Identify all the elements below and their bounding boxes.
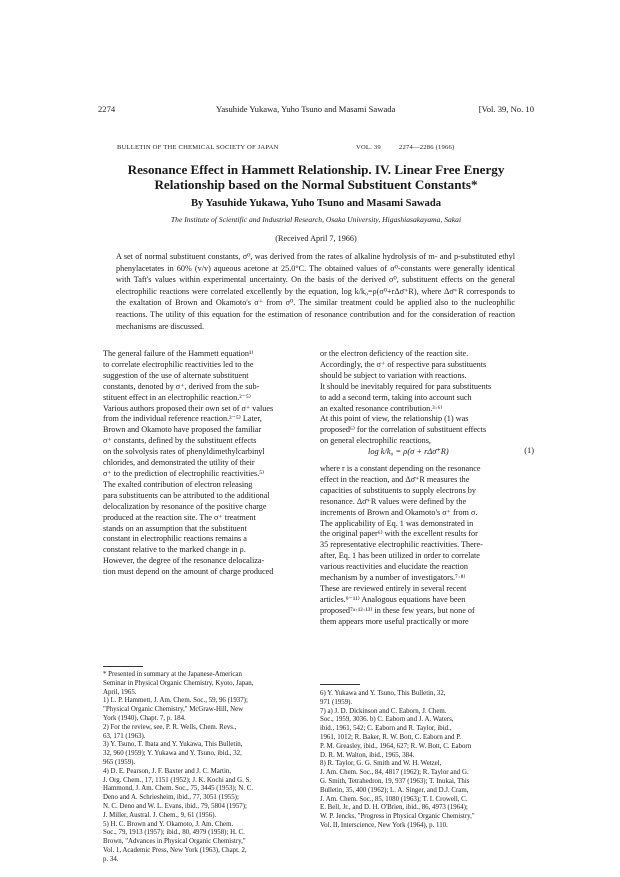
footnote-line: 971 (1959).	[320, 698, 353, 706]
footnote-line: 32, 960 (1959); Y. Yukawa and Y. Tsuno, ibid., 32,	[103, 750, 242, 758]
footnote-line: Vol. II, Interscience, New York (1964), p. 110.	[320, 821, 448, 829]
body-text-line: σ⁺ constants, defined by the substituent effects	[103, 436, 257, 446]
body-text-line: from the individual reference reaction.³⁻⁵⁾ Later,	[103, 414, 262, 424]
journal-volume: VOL. 39	[356, 144, 381, 151]
journal-name: BULLETIN OF THE CHEMICAL SOCIETY OF JAPAN	[117, 144, 279, 151]
body-text-line: effect in the reaction, and Δσ̄⁺R measures the	[320, 474, 470, 484]
page-number: 2274	[98, 104, 116, 114]
footnote-line: Hammond, J. Am. Chem. Soc., 75, 3445 (1953); N. C.	[103, 785, 254, 793]
footnote-line: 6) Y. Yukawa and Y. Tsuno, This Bulletin, 32,	[320, 690, 446, 697]
body-text-line: Accordingly, the σ⁺ of respective para substituents	[320, 359, 487, 369]
footnotes-right	[320, 690, 534, 831]
body-text-line: or the electron deficiency of the reaction site.	[320, 349, 469, 358]
footnote-rule	[103, 666, 143, 667]
footnote-line: 3) Y. Tsuno, T. Ibata and Y. Yukawa, This Bulletin,	[103, 741, 243, 749]
footnote-line: April, 1965.	[103, 688, 137, 696]
byline: By Yasuhide Yukawa, Yuho Tsuno and Masami Sawada	[190, 198, 442, 209]
body-text-line: an exalted resonance contribution.³·⁶⁾	[320, 403, 443, 413]
body-text-line: them appears more useful practically or more	[320, 616, 469, 626]
footnote-line: Soc., 79, 1913 (1957); ibid., 80, 4979 (1958); H. C.	[103, 829, 245, 837]
body-text-line: where r is a constant depending on the resonance	[320, 464, 481, 473]
footnote-line: P. M. Greasley, ibid., 1964, 627; R. W. Bott, C. Eaborn	[320, 742, 472, 750]
body-text-line: chlorides, and demonstrated the utility of their	[103, 458, 255, 468]
footnote-line: 63, 171 (1963).	[103, 732, 146, 740]
equation-number: (1)	[524, 446, 534, 455]
title-line: Relationship based on the Normal Substituent Constants*	[154, 177, 478, 192]
body-text-line: should be subject to variation with reactions.	[320, 370, 467, 380]
footnote-line: J. Am. Chem. Soc., 85, 1080 (1963); T. I. Crowell, C.	[320, 795, 468, 803]
body-text-line: stituent effect in an electrophilic reaction.²⁻⁵⁾	[103, 392, 251, 402]
body-text-line: mechanism by a number of investigators.⁷·⁸⁾	[320, 573, 466, 583]
footnote-line: 5) H. C. Brown and Y. Okamoto, J. Am. Chem.	[103, 820, 234, 828]
footnote-line: p. 34.	[103, 855, 119, 863]
running-head-authors: Yasuhide Yukawa, Yuho Tsuno and Masami Sawada	[216, 104, 396, 114]
footnote-line: Seminar in Physical Organic Chemistry, Kyoto, Japan,	[103, 679, 254, 687]
body-text-line: These are reviewed entirely in several recent	[320, 583, 467, 593]
footnote-line: 965 (1959).	[103, 758, 136, 766]
body-text-line: The exalted contribution of electron releasing	[103, 479, 253, 489]
body-text-line: various reactivities and elucidate the reaction	[320, 562, 468, 572]
right-column-bottom	[320, 464, 534, 628]
body-text-line: delocalization by resonance of the positive charge	[103, 501, 267, 511]
institution: The Institute of Scientific and Industrial Research, Osaka University, Higashiasakayama, Sakai	[170, 215, 462, 224]
body-text-line: constant relative to the marked change in ρ.	[103, 545, 246, 555]
body-text-line: proposed⁶⁾ for the correlation of substituent effects	[320, 425, 487, 435]
body-text-line: 35 representative electrophilic reactivities. There-	[320, 540, 483, 550]
footnote-rule	[320, 684, 360, 685]
footnote-line: 2) For the review, see, P. R. Wells, Chem. Revs.,	[103, 723, 237, 731]
footnote-line: Bulletin, 35, 400 (1962); L. A. Singer, and D.J. Cram,	[320, 786, 469, 794]
footnote-line: J. Am. Chem. Soc., 84, 4817 (1962); R. Taylor and G.	[320, 769, 469, 777]
footnote-line: N. C. Deno and W. L. Evans, ibid., 79, 5804 (1957);	[103, 802, 247, 810]
body-text-line: to correlate electrophilic reactivities led to the	[103, 359, 254, 369]
body-text-line: constant in electrophilic reactions remains a	[103, 534, 247, 544]
body-text-line: suggestion of the use of alternate substituent	[103, 370, 249, 380]
body-text-line: It should be inevitably required for para substituents	[320, 381, 492, 391]
body-text-line: proposed⁷ᵃ·¹²·¹³⁾ in these few years, but none of	[320, 605, 475, 615]
article-title	[98, 162, 534, 192]
body-text-line: At this point of view, the relationship (1) was	[320, 414, 469, 424]
body-text-line: para substituents can be attributed to the additional	[103, 490, 270, 500]
footnote-line: Soc., 1959, 3036. b) C. Eaborn and J. A. Waters,	[320, 716, 454, 724]
body-text-line: on the solvolysis rates of phenyldimethylcarbinyl	[103, 447, 265, 457]
footnote-line: D. R. M. Walton, ibid., 1965, 384.	[320, 751, 415, 759]
journal-pages: 2274—2286 (1966)	[399, 144, 455, 151]
footnote-line: G. Smith, Tetrahedron, 19, 937 (1963); T. Inukai, This	[320, 777, 470, 785]
body-text-line: the original paper⁶⁾ with the excellent results for	[320, 529, 478, 539]
footnote-line: * Presented in summary at the Japanese-American	[103, 671, 242, 678]
body-text-line: produced at the reaction site. The σ⁺ treatment	[103, 512, 256, 522]
body-text-line: after, Eq. 1 has been utilized in order to correlate	[320, 551, 480, 561]
body-text-line: tion must depend on the amount of charge produced	[103, 567, 274, 577]
received-date: (Received April 7, 1966)	[275, 234, 357, 243]
equation-text: log k/k₀ = ρ(σ + rΔσ̄⁺R)	[368, 447, 449, 456]
right-column-top	[320, 349, 534, 447]
footnote-line: J. Org. Chem., 17, 1151 (1952); J. K. Kochi and G. S.	[103, 776, 252, 784]
body-text-line: The applicability of Eq. 1 was demonstrated in	[320, 518, 474, 528]
left-column	[103, 349, 305, 578]
footnote-line: ibid., 1961, 542; C. Eaborn and R. Taylor, ibid.,	[320, 725, 452, 733]
title-line: Resonance Effect in Hammett Relationship. IV. Linear Free Energy	[127, 162, 505, 177]
footnote-line: Brown, "Advances in Physical Organic Chemistry,"	[103, 838, 246, 846]
body-text-line: increments of Brown and Okamoto's σ⁺ from σ.	[320, 507, 478, 517]
footnote-line: 7) a) J. D. Dickinson and C. Eaborn, J. Chem.	[320, 707, 447, 715]
footnote-line: "Physical Organic Chemistry," McGraw-Hill, New	[103, 706, 244, 714]
body-text-line: The general failure of the Hammett equation¹⁾	[103, 349, 254, 358]
body-text-line: articles.⁹⁻¹¹⁾ Analogous equations have been	[320, 594, 466, 604]
body-text-line: σ⁺ to the prediction of electrophilic reactivities.⁵⁾	[103, 468, 265, 478]
footnote-line: 4) D. E. Pearson, J. F. Baxter and J. C. Martin,	[103, 767, 232, 775]
body-text-line: on general electrophilic reactions,	[320, 436, 431, 446]
running-head-volume: [Vol. 39, No. 10	[478, 104, 534, 114]
footnote-line: 1961, 1012; R. Baker, R. W. Bott, C. Eaborn and P.	[320, 733, 461, 741]
footnote-line: J. Miller, Austral. J. Chem., 9, 61 (1956).	[103, 811, 217, 819]
footnote-line: 8) R. Taylor, G. G. Smith and W. H. Wetzel,	[320, 760, 442, 768]
footnote-line: Vol. 1, Academic Press, New York (1963), Chapt. 2,	[103, 846, 247, 854]
footnote-line: W. P. Jencks, "Progress in Physical Organic Chemistry,"	[320, 813, 475, 821]
abstract: A set of normal substituent constants, σ⁰, was derived from the rates of alkaline hydrolysis of m- and p-substituted ethyl phenylacetates in 60% (v/v) aqueous acetone at 25.0°C. The obtained values of σ⁰-constants were generally identical with Taft's values within experimental uncertainty. On the basis of the derived σ⁰, substituent effects on the general electrophilic reactions were correlated excellently by the equation, log k/k₀=ρ(σ⁰+rΔσ̄⁺R), where Δσ̄⁺R corresponds to the exaltation of Brown and Okamoto's σ⁺ from σ⁰. The similar treatment could be applied also to the nucleophilic reactions. The utility of this equation for the estimation of resonance contribution and for the consideration of reaction mechanisms are discussed.	[116, 252, 515, 331]
body-text-line: to add a second term, taking into account such	[320, 392, 472, 402]
footnote-line: E. Bell, Jr., and D. H. O'Brien, ibid., 86, 4973 (1964);	[320, 804, 468, 812]
body-text-line: resonance. Δσ̄⁺R values were defined by the	[320, 496, 467, 506]
body-text-line: Various authors proposed their own set of σ⁺ values	[103, 403, 274, 413]
body-text-line: constants, denoted by σ⁺, derived from the sub-	[103, 381, 260, 391]
body-text-line: stands on an assumption that the substituent	[103, 523, 247, 533]
footnotes-left	[103, 671, 305, 865]
body-text-line: capacities of substituents to supply electrons by	[320, 485, 476, 495]
footnote-line: Deno and A. Schriesheim, ibid., 77, 3051 (1955);	[103, 794, 239, 802]
body-text-line: However, the degree of the resonance delocaliza-	[103, 556, 265, 566]
footnote-line: 1) L. P. Hammett, J. Am. Chem. Soc., 59, 96 (1937);	[103, 697, 248, 705]
body-text-line: Brown and Okamoto have proposed the familiar	[103, 425, 262, 435]
footnote-line: York (1940), Chapt. 7, p. 184.	[103, 714, 186, 722]
